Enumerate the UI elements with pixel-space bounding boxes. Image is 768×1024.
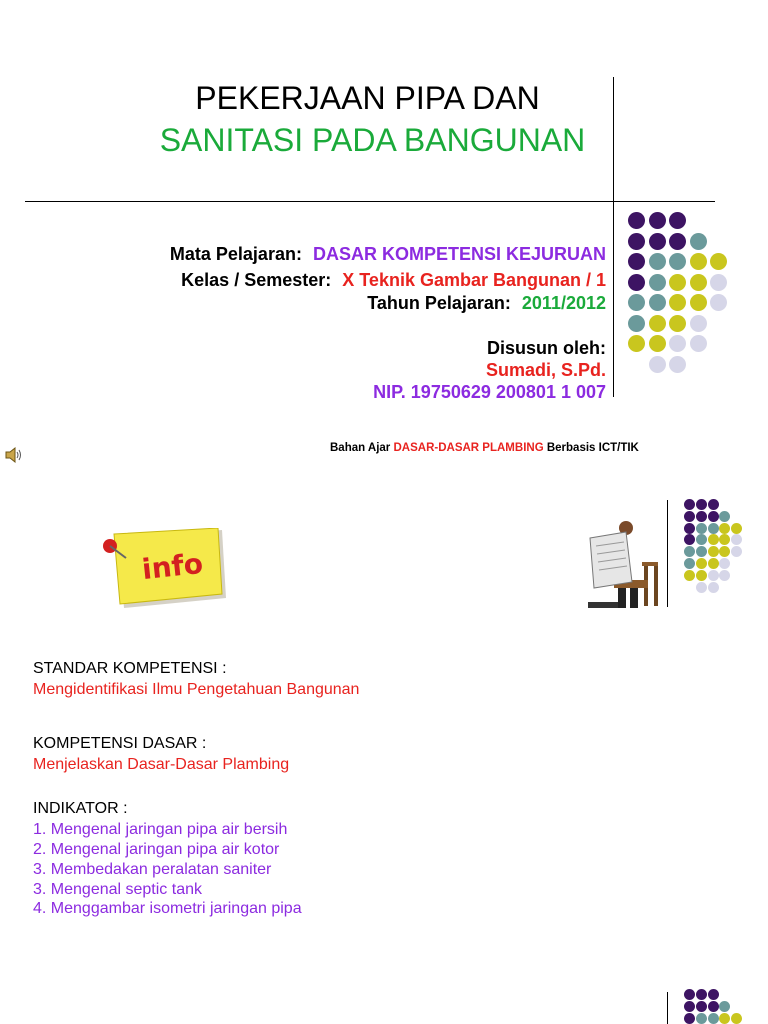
decor-dot (696, 989, 707, 1000)
info-note-label: info (140, 546, 205, 587)
decor-dot (684, 989, 695, 1000)
indicator-item: 3. Membedakan peralatan saniter (33, 861, 272, 878)
decor-dot (708, 1013, 719, 1024)
decor-dot (731, 1013, 742, 1024)
decor-dot (684, 1001, 695, 1012)
page-title: PEKERJAAN PIPA DAN (195, 80, 540, 116)
class-label: Kelas / Semester: (181, 270, 332, 290)
author-name: Sumadi, S.Pd. (485, 360, 606, 380)
basic-competency-text: Menjelaskan Dasar-Dasar Plambing (33, 756, 290, 773)
indicator-heading: INDIKATOR : (33, 800, 128, 817)
banner-highlight: DASAR-DASAR PLAMBING (393, 442, 544, 454)
decor-dot (696, 1013, 707, 1024)
decor-dot (684, 1013, 695, 1024)
standard-text: Mengidentifikasi Ilmu Pengetahuan Bangunan (33, 681, 360, 698)
banner-prefix: Bahan Ajar (330, 442, 391, 454)
indicator-item: 2. Mengenal jaringan pipa air kotor (33, 841, 280, 858)
year-label: Tahun Pelajaran: (367, 293, 511, 313)
year-value: 2011/2012 (521, 293, 606, 313)
standard-heading: STANDAR KOMPETENSI : (33, 660, 227, 677)
decor-dot (708, 1001, 719, 1012)
author-nip: NIP. 19750629 200801 1 007 (373, 382, 606, 402)
subject-value: DASAR KOMPETENSI KEJURUAN (312, 244, 606, 264)
indicator-item: 4. Menggambar isometri jaringan pipa (33, 900, 302, 917)
decor-dot (719, 1001, 730, 1012)
decor-dot (708, 989, 719, 1000)
indicator-item: 3. Mengenal septic tank (33, 881, 202, 898)
basic-competency-heading: KOMPETENSI DASAR : (33, 735, 207, 752)
indicator-item: 1. Mengenal jaringan pipa air bersih (33, 821, 288, 838)
decor-dot (719, 1013, 730, 1024)
page-subtitle: SANITASI PADA BANGUNAN (159, 122, 586, 158)
author-label: Disusun oleh: (486, 338, 606, 358)
class-value: X Teknik Gambar Bangunan / 1 (342, 270, 606, 290)
subject-label: Mata Pelajaran: (169, 244, 302, 264)
banner-suffix: Berbasis ICT/TIK (546, 442, 639, 454)
decor-dot (696, 1001, 707, 1012)
